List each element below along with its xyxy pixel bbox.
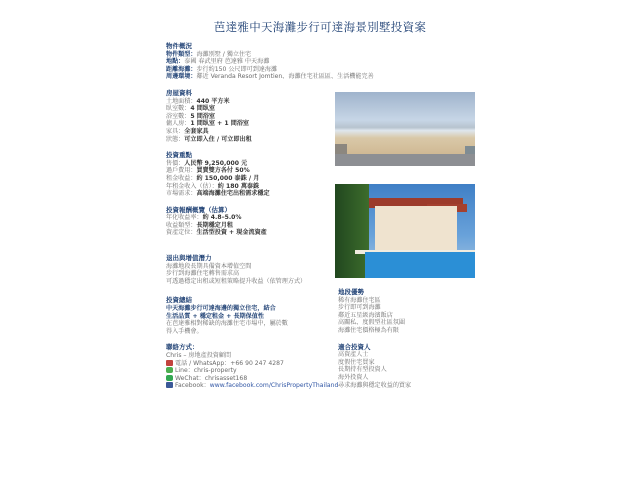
summary-line: 中天海灘步行可達海邊的獨立住宅，結合 [166,305,276,313]
investment-row: 租金收益：約 150,000 泰銖 / 月 [166,174,260,182]
investment-row: 市場需求：高端海灘住宅出租需求穩定 [166,190,270,198]
investors-line: 度假住宅買家 [338,358,375,366]
facebook-link[interactable]: www.facebook.com/ChrisPropertyThailand [209,382,339,390]
contact-section [166,344,338,390]
returns-heading: 投資報酬概覽（估算） [166,205,231,214]
summary-line: 得入手機會。 [166,327,203,335]
investors-line: 尋求海灘與穩定收益的買家 [338,381,412,389]
investors-heading: 適合投資人 [338,342,371,351]
overview-section [166,42,374,81]
property-row: 狀態：可立即入住 / 可立即出租 [166,135,252,143]
location-advantage-line: 步行即可到海灘 [338,304,381,312]
exit-section [166,255,338,285]
summary-line: 在芭達雅相對稀缺的海灘住宅市場中，屬於數 [166,320,288,328]
property-section [166,90,338,143]
property-row: 浴室數：5 間浴室 [166,112,216,120]
summary-section [166,297,338,335]
investors-line: 高資產人士 [338,351,369,359]
overview-row: 距離海灘：步行約150 公尺即可到達海灘 [166,65,278,73]
exit-line: 步行到海灘住宅轉售需求高 [166,270,240,278]
page-title: 芭達雅中天海灘步行可達海景別墅投資案 [213,20,427,34]
right-column [338,289,478,398]
line-icon [166,367,173,373]
returns-row: 資產定位：生活型投資 + 現金流資產 [166,229,267,237]
investment-section [166,152,338,198]
location-advantage-heading: 地段優勢 [338,288,364,296]
contact-facebook[interactable]: Facebook：www.facebook.com/ChrisPropertyThailand [166,382,338,390]
location-advantage-line: 海灘住宅價格極為有限 [338,326,399,334]
summary-heading: 投資總結 [166,296,192,305]
location-advantage-line: 稀有海灘住宅區 [338,296,381,304]
location-advantage-section [338,289,478,335]
overview-row: 物件類型：海灘別墅 / 獨立住宅 [166,50,252,58]
beach-photo [335,92,475,166]
investment-row: 年租金收入（估）：約 180 萬泰銖 [166,182,260,190]
returns-row: 收益類型：長期穩定月租 [166,221,234,229]
investment-row: 售價：人民幣 9,250,000 元 [166,159,248,167]
contact-heading: 聯絡方式： [166,343,199,352]
exit-line: 可透過穩定出租或短租策略提升收益（依管理方式） [166,277,307,285]
exit-heading: 退出與增值潛力 [166,254,212,263]
property-row: 土地面積：440 平方米 [166,97,230,105]
overview-row: 地點：泰國 春武里府 芭達雅 中天海灘 [166,58,270,66]
property-row: 臥室數：4 間臥室 [166,105,216,113]
wechat-icon [166,375,173,381]
facebook-icon [166,382,173,388]
contact-phone[interactable]: 電話 / WhatsApp：+66 90 247 4287 [166,360,338,368]
investors-section [338,344,478,390]
property-row: 傭人房：1 間臥室 + 1 間浴室 [166,120,250,128]
returns-row: 年化收益率：約 4.8–5.0% [166,214,242,222]
returns-section [166,207,338,237]
contact-line[interactable]: Line：chris-property [166,367,338,375]
property-row: 家具：全套家具 [166,127,209,135]
investors-line: 長期持有型投資人 [338,366,387,374]
phone-icon [166,360,173,366]
exit-line: 海灘地段長期具備資本增值空間 [166,262,252,270]
investors-line: 海外投資人 [338,373,369,381]
property-heading: 房屋資料 [166,88,192,97]
overview-heading: 物件概況 [166,42,192,50]
villa-photo [335,184,475,278]
investment-row: 過戶費用：買賣雙方各付 50% [166,167,250,175]
location-advantage-line: 高關私、度假型社區氛圍 [338,319,406,327]
summary-line: 生活品質 + 穩定租金 + 長期保值性 [166,312,264,320]
investment-heading: 投資重點 [166,151,192,160]
location-advantage-line: 鄰近五星級海濱飯店 [338,311,393,319]
overview-row: 周邊環境：鄰近 Veranda Resort Jomtien、海灘住宅社區區、生活機能完善 [166,73,374,81]
contact-wechat[interactable]: WeChat：chrisasset168 [166,375,338,383]
contact-name: Chris – 房地產投資顧問 [166,352,232,359]
